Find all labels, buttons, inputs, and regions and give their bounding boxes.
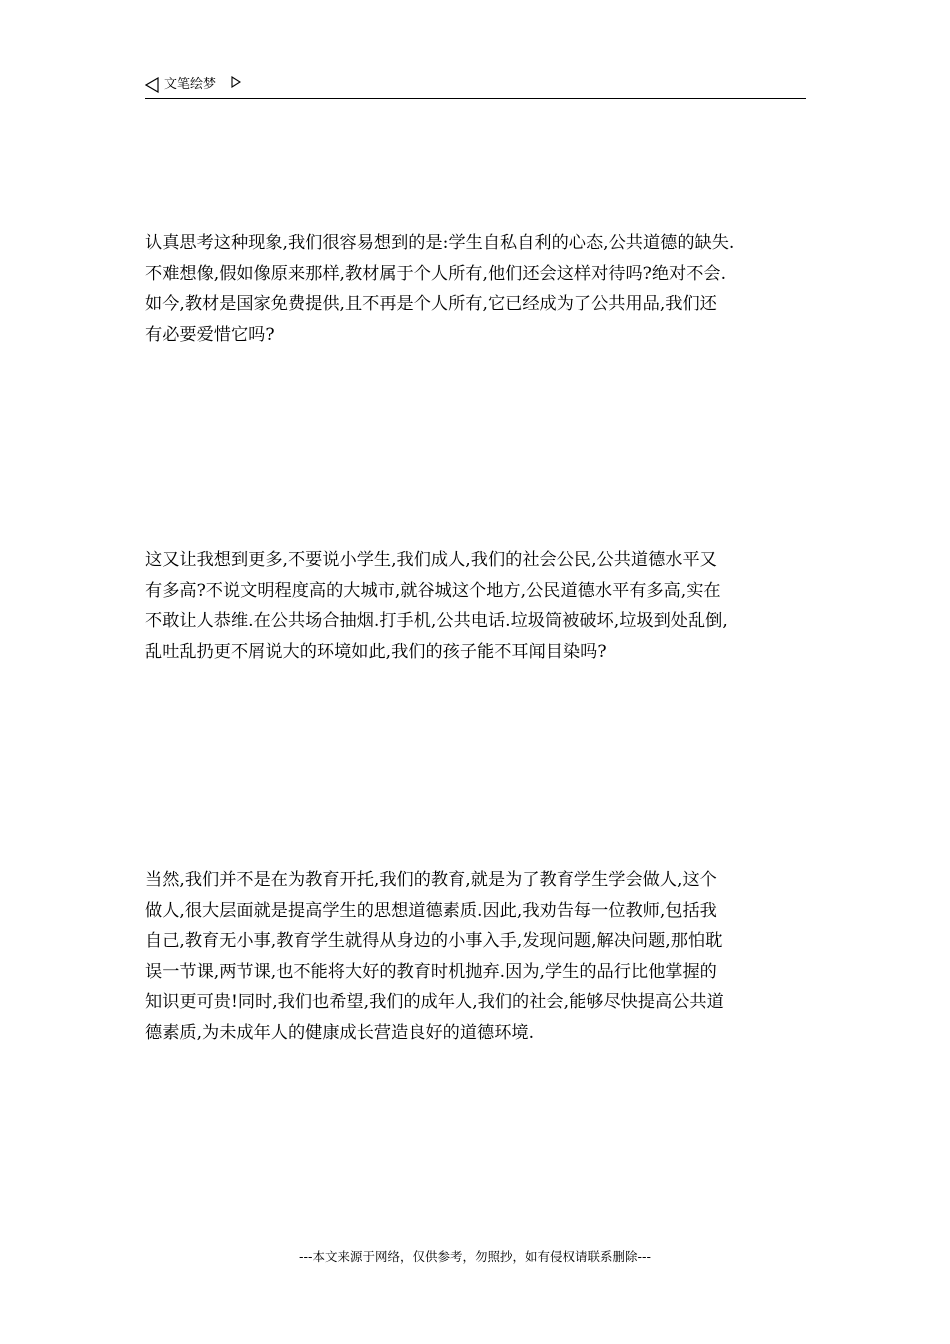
paragraph-line: 不难想像,假如像原来那样,教材属于个人所有,他们还会这样对待吗?绝对不会. — [145, 263, 727, 284]
paragraph-line: 不敢让人恭维.在公共场合抽烟.打手机,公共电话.垃圾筒被破坏,垃圾到处乱倒, — [145, 611, 728, 631]
paragraph-line: 做人,很大层面就是提高学生的思想道德素质.因此,我劝告每一位教师,包括我 — [145, 900, 717, 921]
paragraph-line: 知识更可贵!同时,我们也希望,我们的成年人,我们的社会,能够尽快提高公共道 — [145, 992, 724, 1012]
page-header — [145, 74, 806, 99]
paragraph-line: 如今,教材是国家免费提供,且不再是个人所有,它已经成为了公共用品,我们还 — [145, 294, 717, 314]
paragraph-line: 德素质,为未成年人的健康成长营造良好的道德环境. — [145, 1022, 535, 1043]
paragraph-line: 自己,教育无小事,教育学生就得从身边的小事入手,发现问题,解决问题,那怕耽 — [145, 931, 723, 951]
paragraph-2 — [145, 545, 813, 667]
triangle-left-icon — [145, 77, 159, 93]
paragraph-line: 有多高?不说文明程度高的大城市,就谷城这个地方,公民道德水平有多高,实在 — [145, 580, 721, 601]
paragraph-line: 这又让我想到更多,不要说小学生,我们成人,我们的社会公民,公共道德水平又 — [145, 550, 717, 570]
paragraph-3 — [145, 865, 813, 1048]
paragraph-line: 乱吐乱扔更不屑说大的环境如此,我们的孩子能不耳闻目染吗? — [145, 641, 607, 662]
paragraph-1 — [145, 228, 813, 350]
paragraph-line: 当然,我们并不是在为教育开托,我们的教育,就是为了教育学生学会做人,这个 — [145, 870, 717, 890]
triangle-right-icon — [231, 76, 241, 88]
page-footer: ---本文来源于网络，仅供参考，勿照抄，如有侵权请联系删除--- — [298, 1249, 652, 1264]
paragraph-line: 有必要爱惜它吗? — [145, 324, 275, 345]
paragraph-line: 认真思考这种现象,我们很容易想到的是:学生自私自利的心态,公共道德的缺失. — [145, 233, 735, 253]
paragraph-line: 误一节课,两节课,也不能将大好的教育时机抛弃.因为,学生的品行比他掌握的 — [145, 961, 717, 982]
header-brand: 文笔绘梦 — [164, 77, 217, 92]
